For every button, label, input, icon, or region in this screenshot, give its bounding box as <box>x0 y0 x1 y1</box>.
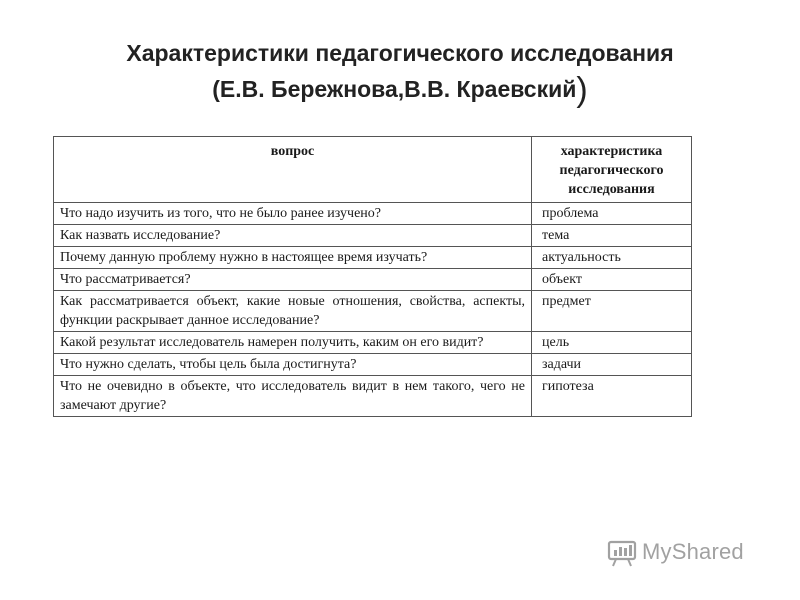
question-cell: Как назвать исследование? <box>54 225 532 247</box>
question-cell: Почему данную проблему нужно в настоящее время изучать? <box>54 247 532 269</box>
watermark-text: MyShared <box>642 539 744 564</box>
table-header-row <box>54 137 692 203</box>
table-row <box>54 332 692 354</box>
title-authors: (Е.В. Бережнова,В.В. Краевский <box>212 75 577 102</box>
table-row <box>54 354 692 376</box>
myshared-logo-icon <box>606 536 638 568</box>
question-cell: Что не очевидно в объекте, что исследователь видит в нем такого, чего не замечают другие? <box>54 376 532 417</box>
characteristic-cell: цель <box>532 332 692 354</box>
characteristic-cell: актуальность <box>532 247 692 269</box>
question-cell: Что надо изучить из того, что не было ранее изучено? <box>54 203 532 225</box>
characteristics-table <box>53 136 692 417</box>
question-cell: Какой результат исследователь намерен получить, каким он его видит? <box>54 332 532 354</box>
title-line-1: Характеристики педагогического исследования <box>126 40 674 66</box>
header-characteristic: характеристика педагогического исследования <box>532 137 692 203</box>
question-cell: Что рассматривается? <box>54 269 532 291</box>
myshared-watermark <box>606 536 744 568</box>
characteristic-cell: проблема <box>532 203 692 225</box>
table-row <box>54 203 692 225</box>
table-row <box>54 291 692 332</box>
header-question: вопрос <box>54 137 532 203</box>
title-line-2 <box>0 72 800 108</box>
characteristic-cell: задачи <box>532 354 692 376</box>
table-row <box>54 376 692 417</box>
characteristic-cell: предмет <box>532 291 692 332</box>
slide-title <box>0 36 800 107</box>
table-row <box>54 247 692 269</box>
title-closing-paren: ) <box>576 70 588 109</box>
question-cell: Как рассматривается объект, какие новые отношения, свойства, аспекты, функции раскрывает данное исследование? <box>54 291 532 332</box>
characteristic-cell: объект <box>532 269 692 291</box>
characteristic-cell: гипотеза <box>532 376 692 417</box>
table-row <box>54 225 692 247</box>
table-row <box>54 269 692 291</box>
characteristics-table-container <box>53 136 691 417</box>
question-cell: Что нужно сделать, чтобы цель была достигнута? <box>54 354 532 376</box>
characteristic-cell: тема <box>532 225 692 247</box>
